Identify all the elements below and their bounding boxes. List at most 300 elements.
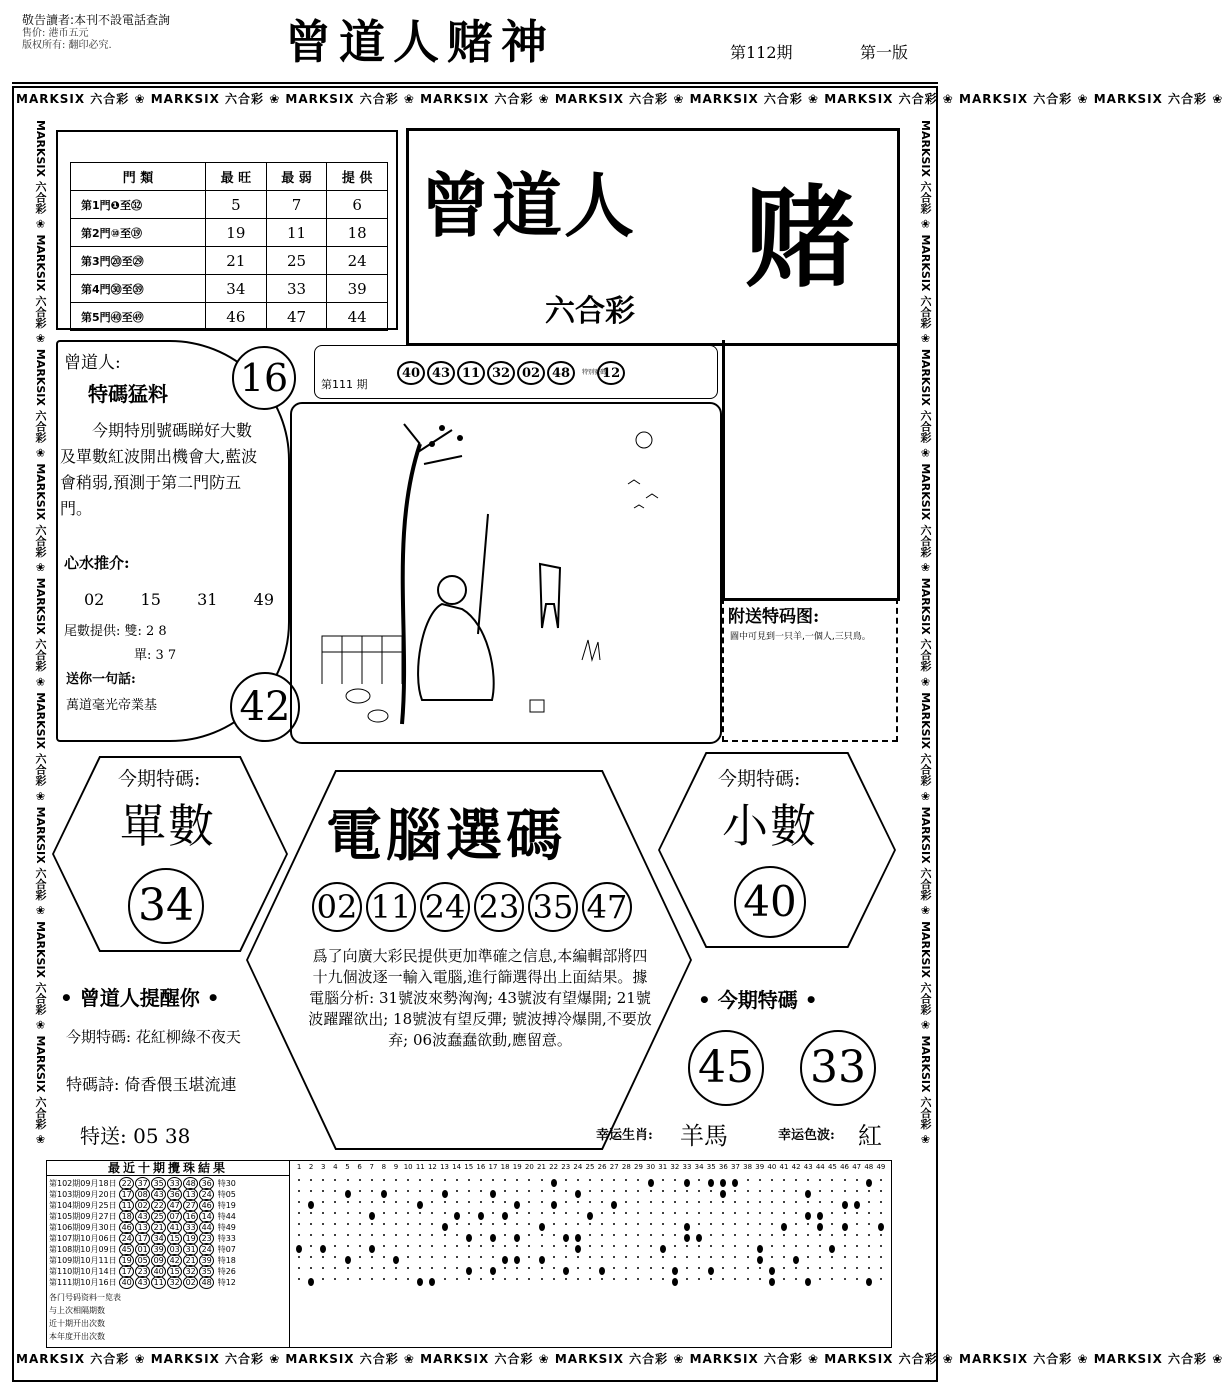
grid-dot — [625, 1278, 627, 1280]
grid-dot — [686, 1278, 688, 1280]
grid-dot — [359, 1212, 361, 1214]
result-special: 特12 — [215, 1278, 236, 1287]
result-ball: 19 — [183, 1232, 198, 1245]
grid-dot — [468, 1201, 470, 1203]
grid-dot — [334, 1179, 336, 1181]
grid-hit-mark — [514, 1234, 520, 1242]
grid-dot — [747, 1212, 749, 1214]
result-ball: 43 — [135, 1276, 150, 1289]
grid-dot — [686, 1201, 688, 1203]
grid-dot — [625, 1245, 627, 1247]
hint-illustration — [290, 402, 722, 744]
gate-max: 21 — [206, 247, 267, 275]
grid-dot — [674, 1190, 676, 1192]
result-ball: 13 — [135, 1221, 150, 1234]
grid-dot — [383, 1278, 385, 1280]
grid-dot — [868, 1212, 870, 1214]
grid-dot — [868, 1245, 870, 1247]
grid-hit-mark — [429, 1278, 435, 1286]
grid-dot — [637, 1245, 639, 1247]
grid-dot — [407, 1256, 409, 1258]
brand-big-char: 赌 — [745, 173, 855, 302]
result-row — [49, 1177, 289, 1188]
grid-dot — [722, 1212, 724, 1214]
grid-dot — [613, 1212, 615, 1214]
grid-dot — [771, 1190, 773, 1192]
grid-dot — [298, 1201, 300, 1203]
grid-dot — [795, 1223, 797, 1225]
gate-row — [71, 247, 388, 275]
computer-title: 電腦選碼 — [326, 803, 566, 869]
grid-dot — [844, 1278, 846, 1280]
results-divider — [289, 1161, 290, 1347]
grid-dot — [856, 1223, 858, 1225]
result-ball: 09 — [151, 1254, 166, 1267]
grid-hit-mark — [805, 1278, 811, 1286]
grid-dot — [795, 1212, 797, 1214]
grid-dot — [407, 1245, 409, 1247]
grid-dot — [516, 1278, 518, 1280]
grid-dot — [395, 1212, 397, 1214]
grid-dot — [334, 1245, 336, 1247]
results-title: 最近十期攪珠結果 — [47, 1161, 289, 1176]
result-date: 第104期09月25日 — [49, 1201, 120, 1210]
grid-dot — [577, 1223, 579, 1225]
grid-dot — [528, 1201, 530, 1203]
grid-dot — [722, 1234, 724, 1236]
grid-dot — [577, 1278, 579, 1280]
grid-dot — [710, 1256, 712, 1258]
grid-hit-mark — [466, 1267, 472, 1275]
grid-dot — [444, 1201, 446, 1203]
grid-hit-mark — [732, 1179, 738, 1187]
result-ball: 48 — [183, 1177, 198, 1190]
grid-dot — [831, 1234, 833, 1236]
grid-dot — [456, 1223, 458, 1225]
grid-hit-mark — [805, 1212, 811, 1220]
grid-dot — [747, 1190, 749, 1192]
grid-dot — [831, 1278, 833, 1280]
grid-dot — [541, 1201, 543, 1203]
grid-dot — [819, 1179, 821, 1181]
grid-dot — [759, 1223, 761, 1225]
grid-dot — [686, 1245, 688, 1247]
grid-dot — [880, 1267, 882, 1269]
grid-dot — [662, 1179, 664, 1181]
grid-dot — [468, 1278, 470, 1280]
result-ball: 02 — [183, 1276, 198, 1289]
computer-analysis-text: 爲了向廣大彩民提供更加準確之信息,本編輯部將四十九個波逐一輸入電腦,進行篩選得出上面結果。據電腦分析: 31號波來勢洶洶; 43號波有望爆開; 21號波躍躍欲出; 18號波有望反彈; 號波搏冷爆開,不要放弃; 06波蠢蠢欲動,應留意。 — [308, 947, 652, 1049]
grid-dot — [492, 1278, 494, 1280]
result-ball: 44 — [199, 1221, 214, 1234]
grid-dot — [383, 1245, 385, 1247]
result-special: 特05 — [215, 1190, 236, 1199]
grid-dot — [795, 1278, 797, 1280]
grid-dot — [722, 1278, 724, 1280]
grid-dot — [662, 1234, 664, 1236]
grid-col-header: 13 — [440, 1163, 449, 1171]
result-ball: 33 — [167, 1177, 182, 1190]
grid-dot — [868, 1267, 870, 1269]
grid-dot — [868, 1201, 870, 1203]
grid-dot — [504, 1223, 506, 1225]
grid-dot — [831, 1201, 833, 1203]
result-ball: 35 — [151, 1177, 166, 1190]
grid-dot — [407, 1179, 409, 1181]
gate-max: 5 — [206, 191, 267, 219]
grid-hit-mark — [757, 1256, 763, 1264]
recent-results-table — [46, 1160, 892, 1348]
computer-num: 11 — [366, 882, 416, 932]
grid-dot — [625, 1212, 627, 1214]
grid-dot — [322, 1223, 324, 1225]
result-special: 特18 — [215, 1256, 236, 1265]
grid-dot — [431, 1212, 433, 1214]
grid-hit-mark — [611, 1201, 617, 1209]
grid-dot — [747, 1256, 749, 1258]
result-ball: 33 — [183, 1221, 198, 1234]
grid-dot — [541, 1190, 543, 1192]
grid-dot — [395, 1201, 397, 1203]
grid-hit-mark — [563, 1267, 569, 1275]
grid-hit-mark — [539, 1223, 545, 1231]
grid-dot — [589, 1190, 591, 1192]
result-date: 第106期09月30日 — [49, 1223, 120, 1232]
grid-dot — [553, 1212, 555, 1214]
grid-dot — [395, 1223, 397, 1225]
grid-dot — [359, 1256, 361, 1258]
result-date: 第108期10月09日 — [49, 1245, 120, 1254]
grid-dot — [528, 1256, 530, 1258]
grid-dot — [444, 1267, 446, 1269]
result-ball: 21 — [183, 1254, 198, 1267]
grid-dot — [734, 1190, 736, 1192]
grid-dot — [322, 1201, 324, 1203]
grid-dot — [710, 1190, 712, 1192]
result-ball: 05 — [135, 1254, 150, 1267]
prev-ball: 48 — [547, 361, 575, 385]
grid-dot — [734, 1278, 736, 1280]
grid-col-header: 12 — [427, 1163, 437, 1171]
grid-dot — [795, 1190, 797, 1192]
grid-dot — [831, 1190, 833, 1192]
results-rows — [49, 1177, 289, 1287]
grid-dot — [395, 1278, 397, 1280]
gate-give: 18 — [327, 219, 388, 247]
footer-row: 本年度开出次数 — [49, 1332, 105, 1341]
grid-dot — [710, 1234, 712, 1236]
result-row — [49, 1254, 289, 1265]
grid-col-header: 47 — [852, 1163, 862, 1171]
grid-dot — [359, 1223, 361, 1225]
reminder-line1: 今期特碼: 花紅柳綠不夜天 — [66, 1028, 241, 1046]
grid-dot — [347, 1179, 349, 1181]
grid-hit-mark — [842, 1201, 848, 1209]
recommend-numbers — [84, 590, 274, 609]
grid-dot — [650, 1212, 652, 1214]
result-ball: 43 — [135, 1210, 150, 1223]
grid-dot — [856, 1234, 858, 1236]
grid-dot — [516, 1267, 518, 1269]
grid-dot — [662, 1201, 664, 1203]
grid-dot — [856, 1212, 858, 1214]
grid-hit-mark — [442, 1223, 448, 1231]
grid-dot — [334, 1223, 336, 1225]
grid-dot — [528, 1234, 530, 1236]
grid-dot — [698, 1212, 700, 1214]
grid-dot — [613, 1267, 615, 1269]
grid-dot — [759, 1278, 761, 1280]
grid-hit-mark — [684, 1179, 690, 1187]
grid-dot — [868, 1223, 870, 1225]
grid-dot — [298, 1234, 300, 1236]
grid-dot — [868, 1234, 870, 1236]
grid-dot — [444, 1234, 446, 1236]
grid-hit-mark — [466, 1234, 472, 1242]
grid-col-header: 27 — [609, 1163, 619, 1171]
grid-hit-mark — [490, 1190, 496, 1198]
result-ball: 31 — [183, 1243, 198, 1256]
grid-dot — [444, 1179, 446, 1181]
results-dot-grid — [293, 1163, 887, 1345]
grid-dot — [783, 1267, 785, 1269]
grid-hit-mark — [781, 1223, 787, 1231]
grid-dot — [698, 1179, 700, 1181]
result-ball: 47 — [167, 1199, 182, 1212]
grid-hit-mark — [648, 1179, 654, 1187]
grid-hit-mark — [308, 1201, 314, 1209]
grid-dot — [795, 1245, 797, 1247]
grid-dot — [880, 1245, 882, 1247]
grid-dot — [359, 1201, 361, 1203]
grid-dot — [747, 1179, 749, 1181]
gate-label: 第5門㊵至㊾ — [71, 303, 206, 331]
grid-col-header: 23 — [561, 1163, 571, 1171]
right-hex-label: 今期特碼: — [718, 768, 801, 790]
gate-label: 第1門❶至㉜ — [71, 191, 206, 219]
grid-col-header: 28 — [621, 1163, 631, 1171]
gate-give: 39 — [327, 275, 388, 303]
grid-dot — [347, 1278, 349, 1280]
grid-col-header: 2 — [308, 1163, 314, 1171]
copyright-text: 版权所有: 翻印必究. — [22, 40, 112, 51]
grid-dot — [650, 1245, 652, 1247]
grid-dot — [625, 1234, 627, 1236]
grid-dot — [322, 1212, 324, 1214]
grid-dot — [662, 1212, 664, 1214]
grid-col-header: 39 — [755, 1163, 765, 1171]
grid-dot — [795, 1201, 797, 1203]
grid-dot — [601, 1179, 603, 1181]
header-info — [22, 12, 170, 52]
grid-dot — [565, 1223, 567, 1225]
grid-dot — [613, 1179, 615, 1181]
footer-row: 与上次相隔期数 — [49, 1306, 105, 1315]
grid-dot — [747, 1267, 749, 1269]
col-header: 最 旺 — [206, 163, 267, 191]
gate-max: 19 — [206, 219, 267, 247]
gate-row — [71, 219, 388, 247]
grid-dot — [334, 1190, 336, 1192]
grid-dot — [771, 1234, 773, 1236]
grid-dot — [856, 1256, 858, 1258]
left-marksix-strip: MARKSIX 六合彩 ❀ MARKSIX 六合彩 ❀ MARKSIX 六合彩 ❀ MARKSIX 六合彩 ❀ MARKSIX 六合彩 ❀ MARKSIX 六合彩 ❀ MARKSIX 六合彩 ❀ MARKSIX 六合彩 ❀ MARKSIX 六合彩 ❀ — [34, 120, 47, 1147]
grid-dot — [565, 1256, 567, 1258]
grid-dot — [650, 1256, 652, 1258]
grid-dot — [771, 1245, 773, 1247]
grid-dot — [759, 1190, 761, 1192]
grid-dot — [710, 1278, 712, 1280]
grid-dot — [480, 1223, 482, 1225]
result-ball: 48 — [199, 1276, 214, 1289]
grid-dot — [880, 1278, 882, 1280]
color-label: 幸运色波: — [778, 1128, 835, 1143]
grid-hit-mark — [793, 1256, 799, 1264]
grid-hit-mark — [454, 1212, 460, 1220]
grid-col-header: 32 — [670, 1163, 680, 1171]
grid-dot — [662, 1256, 664, 1258]
grid-dot — [686, 1267, 688, 1269]
result-ball: 36 — [199, 1177, 214, 1190]
grid-dot — [310, 1256, 312, 1258]
phrase-text: 萬道毫光帝業基 — [66, 698, 158, 713]
grid-dot — [637, 1256, 639, 1258]
result-date: 第105期09月27日 — [49, 1212, 120, 1221]
grid-dot — [880, 1179, 882, 1181]
grid-hit-mark — [551, 1179, 557, 1187]
gate-max: 34 — [206, 275, 267, 303]
panel-body-text: 今期特別號碼睇好大數及單數紅波開出機會大,藍波會稍弱,預測于第二門防五門。 — [60, 421, 258, 518]
grid-col-header: 18 — [500, 1163, 510, 1171]
result-row — [49, 1221, 289, 1232]
grid-dot — [431, 1223, 433, 1225]
grid-dot — [868, 1256, 870, 1258]
grid-col-header: 25 — [585, 1163, 595, 1171]
grid-col-header: 6 — [357, 1163, 362, 1171]
grid-dot — [844, 1234, 846, 1236]
grid-dot — [553, 1190, 555, 1192]
zodiac-label: 幸运生肖: — [596, 1128, 653, 1143]
grid-dot — [298, 1190, 300, 1192]
grid-hit-mark — [878, 1223, 884, 1231]
result-ball: 15 — [167, 1232, 182, 1245]
result-special: 特49 — [215, 1223, 236, 1232]
grid-hit-mark — [708, 1179, 714, 1187]
result-ball: 41 — [167, 1221, 182, 1234]
masthead-title: 曾道人赌神 — [285, 15, 555, 69]
grid-dot — [844, 1245, 846, 1247]
result-special: 特44 — [215, 1212, 236, 1221]
grid-dot — [456, 1179, 458, 1181]
grid-dot — [419, 1245, 421, 1247]
gate-row — [71, 275, 388, 303]
grid-dot — [722, 1267, 724, 1269]
grid-dot — [880, 1234, 882, 1236]
grid-dot — [662, 1223, 664, 1225]
grid-dot — [577, 1267, 579, 1269]
result-ball: 42 — [167, 1254, 182, 1267]
grid-dot — [504, 1245, 506, 1247]
prev-draw-bar — [314, 345, 718, 399]
prev-ball: 43 — [427, 361, 455, 385]
grid-dot — [601, 1223, 603, 1225]
grid-dot — [310, 1212, 312, 1214]
grid-dot — [589, 1267, 591, 1269]
prev-ball: 32 — [487, 361, 515, 385]
grid-hit-mark — [369, 1245, 375, 1253]
grid-dot — [359, 1278, 361, 1280]
grid-dot — [444, 1278, 446, 1280]
grid-dot — [528, 1278, 530, 1280]
grid-dot — [637, 1190, 639, 1192]
grid-col-header: 37 — [731, 1163, 740, 1171]
grid-dot — [322, 1278, 324, 1280]
grid-hit-mark — [829, 1245, 835, 1253]
grid-hit-mark — [551, 1201, 557, 1209]
grid-dot — [722, 1245, 724, 1247]
panel-heading1: 曾道人: — [64, 353, 121, 373]
grid-dot — [856, 1245, 858, 1247]
grid-dot — [589, 1201, 591, 1203]
tail-single: 單: 3 7 — [134, 648, 177, 663]
grid-dot — [856, 1190, 858, 1192]
attached-text: 圖中可見到一只羊,一個人,三只鳥。 — [730, 632, 871, 642]
left-hex-type: 單數 — [120, 799, 216, 853]
grid-dot — [444, 1212, 446, 1214]
result-ball: 17 — [119, 1188, 134, 1201]
grid-dot — [383, 1201, 385, 1203]
grid-col-header: 3 — [321, 1163, 326, 1171]
grid-dot — [795, 1234, 797, 1236]
grid-dot — [480, 1179, 482, 1181]
grid-dot — [589, 1245, 591, 1247]
grid-hit-mark — [442, 1190, 448, 1198]
grid-dot — [613, 1190, 615, 1192]
result-date: 第111期10月16日 — [49, 1278, 120, 1287]
grid-dot — [637, 1234, 639, 1236]
gate-table-header — [71, 163, 388, 191]
grid-dot — [831, 1267, 833, 1269]
grid-hit-mark — [490, 1267, 496, 1275]
grid-dot — [468, 1256, 470, 1258]
result-ball: 23 — [135, 1265, 150, 1278]
grid-dot — [698, 1256, 700, 1258]
grid-dot — [637, 1223, 639, 1225]
grid-hit-mark — [575, 1245, 581, 1253]
computer-numbers — [312, 882, 632, 932]
grid-dot — [650, 1201, 652, 1203]
grid-hit-mark — [345, 1256, 351, 1264]
grid-dot — [419, 1179, 421, 1181]
grid-dot — [444, 1245, 446, 1247]
grid-dot — [783, 1212, 785, 1214]
grid-dot — [880, 1201, 882, 1203]
grid-dot — [601, 1278, 603, 1280]
grid-hit-mark — [866, 1278, 872, 1286]
gate-give: 24 — [327, 247, 388, 275]
price-text: 售价: 港币五元 — [22, 28, 89, 39]
grid-dot — [613, 1256, 615, 1258]
grid-dot — [650, 1267, 652, 1269]
top-marksix-strip: MARKSIX 六合彩 ❀ MARKSIX 六合彩 ❀ MARKSIX 六合彩 ❀ MARKSIX 六合彩 ❀ MARKSIX 六合彩 ❀ MARKSIX 六合彩 ❀ MARKSIX 六合彩 ❀ MARKSIX 六合彩 ❀ MARKSIX 六合彩 ❀ — [16, 92, 1223, 106]
result-ball: 27 — [183, 1199, 198, 1212]
grid-dot — [710, 1201, 712, 1203]
grid-dot — [589, 1223, 591, 1225]
prev-ball: 11 — [457, 361, 485, 385]
grid-dot — [468, 1190, 470, 1192]
grid-dot — [347, 1245, 349, 1247]
grid-col-header: 15 — [464, 1163, 474, 1171]
